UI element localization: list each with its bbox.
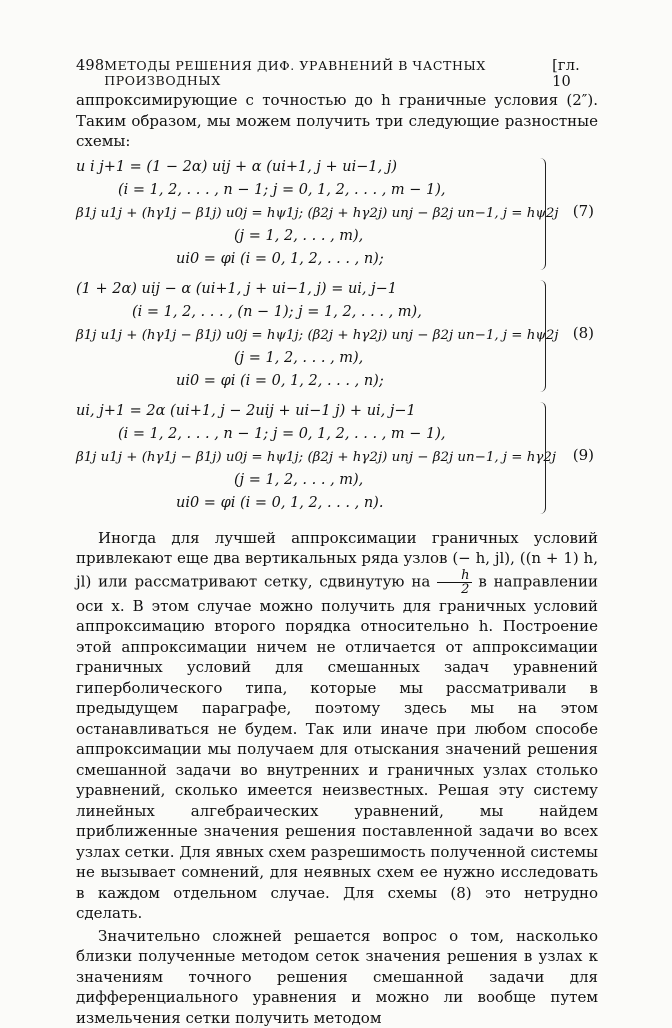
scheme-8-line-3: β1j u1j + (hγ1j − β1j) u0j = hψ1j; (β2j + hγ2j) unj − β2j un−1, j = hψ2j — [76, 324, 598, 347]
scheme-7 — [76, 156, 598, 274]
intro-paragraph: аппроксимирующие с точностью до h граничные условия (2″). Таким образом, мы можем получить три следующие разностные схемы: — [76, 90, 598, 152]
fraction-denominator: 2 — [437, 583, 471, 596]
paragraph-2: Значительно сложней решается вопрос о том, насколько близки полученные методом сеток значения решения в узлах к значениям точного решения смешанной задачи для дифференциального уравнения и можно ли вообще путем измельчения сетки получить методом — [76, 926, 598, 1028]
chapter-ref: [гл. 10 — [552, 58, 598, 90]
scheme-9-number: (9) — [573, 446, 594, 464]
scheme-8-line-2: (i = 1, 2, . . . , (n − 1); j = 1, 2, . . . , m), — [76, 301, 598, 324]
paragraph-1-part-a: Иногда для лучшей аппроксимации граничных условий привлекают еще два вертикальных ряда узлов (− h, jl), ((n + 1) h, jl) или рассматривают сетку, сдвинутую на — [76, 529, 598, 591]
scheme-9 — [76, 400, 598, 518]
paragraph-1-part-b: в направлении оси x. В этом случае можно получить для граничных условий аппроксимацию второго порядка относительно h. Построение этой аппроксимации ничем не отличается от аппроксимации граничных условий для смешанных задач уравнений гиперболического типа, которые мы рассматривали в предыдущем параграфе, поэтому здесь мы на этом останавливаться не будем. Так или иначе при любом способе аппроксимации мы получаем для отыскания значений решения смешанной задачи во внутренних и граничных узлах столько уравнений, сколько имеется неизвестных. Решая эту систему линейных алгебраических уравнений, мы найдем приближенные значения решения поставленной задачи во всех узлах сетки. Для явных схем разрешимость полученной системы не вызывает сомнений, для неявных схем ее нужно исследовать в каждом отдельном случае. Для схемы (8) это нетрудно сделать. — [76, 572, 598, 922]
scheme-8-line-4: (j = 1, 2, . . . , m), — [76, 347, 598, 370]
running-title: МЕТОДЫ РЕШЕНИЯ ДИФ. УРАВНЕНИЙ В ЧАСТНЫХ ПРОИЗВОДНЫХ — [104, 58, 552, 88]
scheme-9-line-3: β1j u1j + (hγ1j − β1j) u0j = hψ1j; (β2j + hγ2j) unj − β2j un−1, j = hγ2j — [76, 446, 598, 469]
scheme-7-line-4: (j = 1, 2, . . . , m), — [76, 225, 598, 248]
scheme-7-line-2: (i = 1, 2, . . . , n − 1; j = 0, 1, 2, . . . , m − 1), — [76, 179, 598, 202]
fraction-numerator: h — [437, 569, 471, 583]
scheme-9-line-1: ui, j+1 = 2α (ui+1, j − 2uij + ui−1 j) + ui, j−1 — [76, 400, 598, 423]
scheme-7-number: (7) — [573, 202, 594, 220]
scheme-8-line-5: ui0 = φi (i = 0, 1, 2, . . . , n); — [76, 370, 598, 393]
scheme-9-brace — [538, 402, 546, 514]
scheme-7-line-1: u i j+1 = (1 − 2α) uij + α (ui+1, j + ui−1, j) — [76, 156, 598, 179]
running-header — [76, 58, 598, 90]
scheme-8-number: (8) — [573, 324, 594, 342]
scheme-9-line-4: (j = 1, 2, . . . , m), — [76, 469, 598, 492]
scheme-7-line-5: ui0 = φi (i = 0, 1, 2, . . . , n); — [76, 248, 598, 271]
scheme-9-line-2: (i = 1, 2, . . . , n − 1; j = 0, 1, 2, . . . , m − 1), — [76, 423, 598, 446]
scheme-8-line-1: (1 + 2α) uij − α (ui+1, j + ui−1, j) = ui, j−1 — [76, 278, 598, 301]
scheme-7-line-3: β1j u1j + (hγ1j − β1j) u0j = hψ1j; (β2j + hγ2j) unj − β2j un−1, j = hψ2j — [76, 202, 598, 225]
scheme-7-brace — [538, 158, 546, 270]
page — [76, 58, 598, 1028]
paragraph-1 — [76, 528, 598, 924]
scheme-8-brace — [538, 280, 546, 392]
page-number: 498 — [76, 58, 104, 74]
fraction-h-over-2 — [437, 569, 471, 596]
scheme-9-line-5: ui0 = φi (i = 0, 1, 2, . . . , n). — [76, 492, 598, 515]
scheme-8 — [76, 278, 598, 396]
